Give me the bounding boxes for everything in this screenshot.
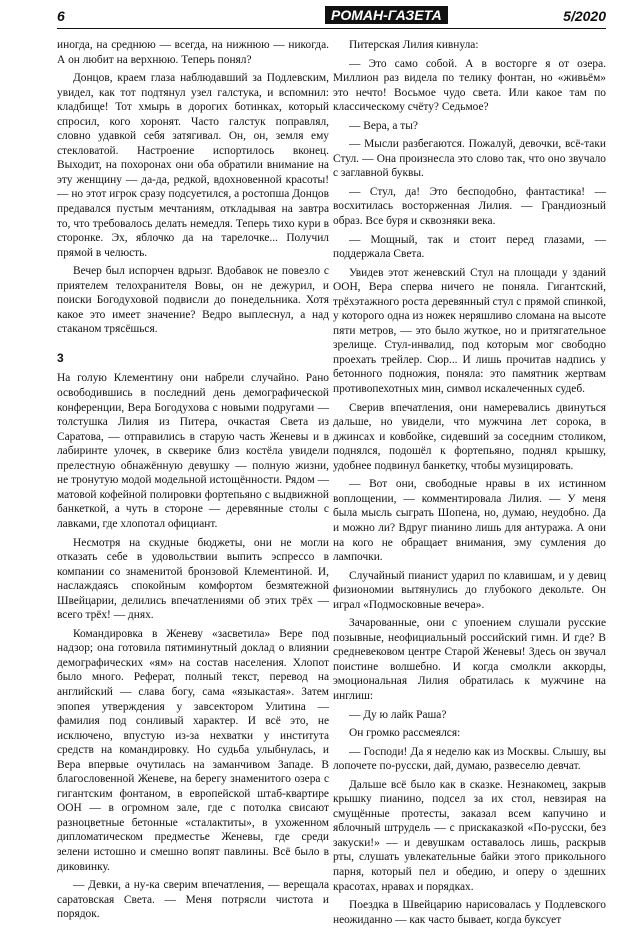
section-number: 3	[57, 350, 64, 365]
paragraph: Донцов, краем глаза наблюдавший за Подлевским, увидел, как тот подтянул узел галстука, и вспомнил: кладбище! Тот хмырь в дорогих ботинках, который спросил, кого хоронят. Часто галстук поправлял, словно удавкой себя затягивал. Он, он, земля ему стекловатой. Настроение испортилось вконец. Выходит, на похоронах они оба обратили внимание на эту женщину — да-да, редкой, вдохновенной красоты! — но этот игрок сразу подсуетился, а ростопша Донцов предавался пустым мечтаниям, откладывая на завтра то, что требовалось делать немедля. Теперь тихо кури в сторонке. Эх, яблочко да на тарелочке... Получил прямой в челюсть.	[57, 72, 329, 259]
paragraph: Он громко рассмеялся:	[349, 727, 461, 740]
paragraph: иногда, на среднюю — всегда, на нижнюю — никогда. А он любит на верхнюю. Теперь понял?	[57, 39, 329, 66]
paragraph: — Стул, да! Это бесподобно, фантастика! — восхитилась восторженная Лилия. — Грандиозный образ. Все буря и сквозняки века.	[333, 185, 606, 228]
left-column	[57, 38, 329, 926]
paragraph: — Ду ю лайк Раша?	[349, 708, 447, 721]
paragraph: Зачарованные, они с упоением слушали русские позывные, неофициальный российский гимн. И где? В средневековом центре Старой Женевы! Здесь он звучал поистине волшебно. И когда смолкли аккорды, эмоциональная Лилия обратилась к мужчине на инглиш:	[333, 617, 606, 702]
magazine-title: РОМАН-ГАЗЕТА	[325, 6, 448, 24]
paragraph: Случайный пианист ударил по клавишам, и у девиц физиономии вытянулись до глубокого декольте. Он играл «Подмосковные вечера».	[333, 569, 606, 611]
paragraph: — Вот они, свободные нравы в их истинном воплощении, — комментировала Лилия. — У меня была мысль сыграть Шопена, но, думаю, неудобно. Да и можно ли? Вдруг пианино лишь для антуража. А они на кого не обращает внимания, эму сумления до лампочки.	[333, 478, 606, 564]
paragraph: Поездка в Швейцарию нарисовалась у Подлевского неожиданно — как часто бывает, когда буксует	[333, 899, 606, 926]
page-number: 6	[57, 8, 65, 24]
paragraph: — Мысли разбегаются. Пожалуй, девочки, всё-таки Стул. — Она произнесла это слово так, что оно звучало с заглавной буквы.	[333, 138, 606, 180]
paragraph: — Это само собой. А в восторге я от озера. Миллион раз видела по телику фонтан, но «живьём» это нечто! Восьмое чудо света. Или какое там по классическому счёту? Седьмое?	[333, 57, 606, 114]
page-header	[57, 8, 606, 30]
paragraph: Несмотря на скудные бюджеты, они не могли отказать себе в удовольствии выпить эспрессо в компании со знаменитой бронзовой Клементиной. И, наслаждаясь спокойным комфортом безмятежной Швейцарии, делились впечатлениями об этих трёх — всего трёх! — днях.	[57, 536, 329, 622]
issue-number: 5/2020	[563, 8, 606, 24]
paragraph: — Девки, а ну-ка сверим впечатления, — верещала саратовская Света. — Меня потрясли чистота и порядок.	[57, 879, 329, 921]
paragraph: Вечер был испорчен вдрызг. Вдобавок не повезло с приятелем телохранителя Вовы, он не дежурил, и поиски Богодуховой подвисли до понедельника. Хотя какое это имеет значение? Ведро выплеснул, а над стаканом трясёшься.	[57, 265, 329, 336]
paragraph: Увидев этот женевский Стул на площади у зданий ООН, Вера сперва ничего не поняла. Гигантский, трёхэтажного роста деревянный стул с прямой спинкой, у которого одна из ножек неряшливо сломана на высоте пяти метров, — это было жуткое, но и притягательное зрелище. Стул-инвалид, под которым мог свободно проехать трейлер. Сюр... И лишь прочитав надпись у бетонного подножия, поняла: это памятник жертвам противопехотных мин, символ искалеченных судеб.	[333, 266, 607, 396]
paragraph: — Мощный, так и стоит перед глазами, — поддержала Света.	[333, 233, 606, 261]
paragraph: — Господи! Да я неделю как из Москвы. Слышу, вы лопочете по-русски, дай, думаю, развеселю девчат.	[333, 745, 606, 773]
paragraph: Командировка в Женеву «засветила» Вере под надзор; она готовила пятиминутный доклад о влиянии демографических «ям» на состав населения. Хлопот было много. Реферат, полный текст, перевод на английский — слава богу, сама «языкастая». Затем эпопея утверждения у завсектором Улитина — фамилия под сонливый характер. И всё это, не исключено, впустую из-за нехватки у института средств на командировку. Но судьба улыбнулась, и Вера впервые очутилась на заманчивом Западе. В благословенной Женеве, на берегу знаменитого озера с гигантским фонтаном, в европейской штаб-квартире ООН — в огромном зале, где с потолка свисают разноцветные бетонные «сталактиты», в ухоженном дипломатическом предместье Женевы, где среди зелени истошно и смешно вопят павлины. Всё было в диковинку.	[57, 627, 329, 873]
paragraph: На голую Клементину они набрели случайно. Рано освободившись в последний день демографической конференции, Вера Богодухова с новыми подругами — толстушка Лилия из Питера, очкастая Света из Саратова, — отправились в старую часть Женевы и в лабиринте улочек, в скверике близ костёла увидели прелестную обнажённую девушку — полную жизни, не тронутую модой модельной истощённости. Рядом — матовой кофейной полировки фортепьяно с выдвижной банкеткой, а чуть в стороне — деревянные столы с лавками, где хлопотал официант.	[57, 372, 329, 530]
paragraph: Питерская Лилия кивнула:	[349, 39, 479, 51]
paragraph: Дальше всё было как в сказке. Незнакомец, закрыв крышку пианино, подсел за их стол, невзирая на смущённые протесты, заказал всем капучино и яблочный штрудель — с прискаказкой «По-русски, без закуски!» — и девушкам оставалось лишь, раскрыв рты, слушать увлекательные байки этого прикольного парня, который пел и обедию, и оперу о здешних красотах, нравах и порядках.	[333, 778, 606, 893]
paragraph: Сверив впечатления, они намеревались двинуться дальше, но увидели, что мужчина лет сорока, в джинсах и ковбойке, сидевший за соседним столиком, поднялся, подошёл к фортепьяно, поднял крышку, удобнее подвинул банкетку, чтобы музицировать.	[333, 401, 606, 472]
paragraph: — Вера, а ты?	[349, 119, 418, 132]
right-column	[333, 38, 606, 931]
header-rule	[57, 28, 606, 29]
